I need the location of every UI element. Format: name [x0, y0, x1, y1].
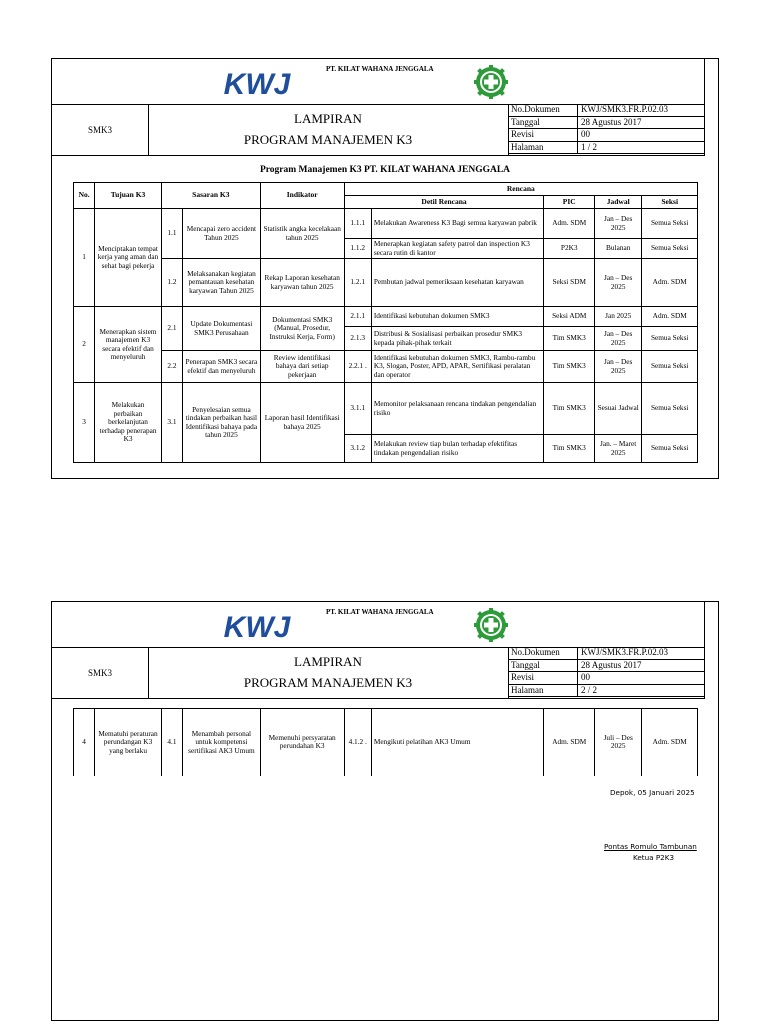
doc-info-label: Halaman: [508, 141, 578, 154]
goal-text: Menciptakan tempat kerja yang aman dan sehat bagi pekerja: [95, 209, 162, 307]
plan-section: Adm. SDM: [642, 307, 698, 327]
signature-place-date: Depok, 05 Januari 2025: [610, 788, 695, 797]
indicator-text: Statistik angka kecelakaan tahun 2025: [260, 209, 344, 259]
doc-info-row: [508, 684, 704, 697]
table-row: [74, 307, 698, 327]
doc-info-value: 28 Agustus 2017: [578, 116, 705, 129]
plan-section: Adm. SDM: [642, 709, 698, 776]
plan-detail: Menerapkan kegiatan safety patrol dan inspection K3 secara rutin di kantor: [371, 239, 544, 259]
doc-info-label: No.Dokumen: [508, 104, 578, 116]
goal-no: 4: [74, 709, 95, 776]
plan-no: 4.1.2 .: [344, 709, 371, 776]
plan-pic: Tim SMK3: [544, 435, 594, 463]
target-text: Penerapan SMK3 secara efektif dan menyeluruh: [183, 351, 261, 383]
target-no: 2.1: [161, 307, 182, 351]
title-line-2: PROGRAM MANAJEMEN K3: [243, 675, 413, 690]
plan-detail: Memonitor pelaksanaan rencana tindakan pengendalian risiko: [371, 383, 544, 435]
col-no: No.: [74, 183, 95, 209]
indicator-text: Memenuhi persyaratan perundahan K3: [260, 709, 344, 776]
indicator-text: Review identifikasi bahaya dari setiap pekerjaan: [260, 351, 344, 383]
col-rencana: Rencana: [344, 183, 697, 196]
plan-no: 2.1.1: [344, 307, 371, 327]
plan-no: 1.1.2: [344, 239, 371, 259]
plan-pic: Adm. SDM: [544, 709, 594, 776]
target-text: Melaksanakan kegiatan pemantauan kesehatan karyawan Tahun 2025: [183, 259, 261, 307]
plan-schedule: Jan – Des 2025: [594, 327, 641, 351]
letterhead: [52, 59, 705, 105]
system-label: SMK3: [52, 104, 149, 155]
doc-info-label: Tanggal: [508, 116, 578, 129]
plan-section: Semua Seksi: [642, 351, 698, 383]
plan-pic: Tim SMK3: [544, 327, 594, 351]
goal-text: Melakukan perbaikan berkelanjutan terhadap penerapan K3: [95, 383, 162, 463]
indicator-text: Laporan hasil Identifikasi bahaya 2025: [260, 383, 344, 463]
table-row: [74, 351, 698, 383]
table-row: [74, 259, 698, 307]
plan-schedule: Bulanan: [594, 239, 641, 259]
program-table-continued: [73, 708, 698, 776]
plan-no: 3.1.1: [344, 383, 371, 435]
doc-info-row: [508, 647, 704, 659]
plan-detail: Melakukan Awareness K3 Bagi semua karyawan pabrik: [371, 209, 544, 239]
plan-detail: Distribusi & Sosialisasi perbaikan prosedur SMK3 kepada pihak-pihak terkait: [371, 327, 544, 351]
plan-detail: Mengikuti pelatihan AK3 Umum: [371, 709, 544, 776]
doc-info-row: [508, 104, 704, 116]
plan-detail: Pembutan jadwal pemeriksaan kesehatan karyawan: [371, 259, 544, 307]
plan-section: Adm. SDM: [642, 259, 698, 307]
doc-info-value: 00: [578, 672, 705, 685]
logo-text: KWJ: [223, 611, 291, 644]
page-number: 1 / 2: [578, 141, 705, 154]
target-text: Menambah personal untuk kompetensi sertifikasi AK3 Umum: [183, 709, 261, 776]
col-indikator: Indikator: [260, 183, 344, 209]
document-page-1: [51, 58, 719, 479]
doc-info-label: Tanggal: [508, 659, 578, 672]
plan-schedule: Sesuai Jadwal: [594, 383, 641, 435]
plan-pic: Adm. SDM: [544, 209, 594, 239]
program-table: [73, 182, 698, 463]
plan-detail: Melakukan review tiap bulan terhadap efektifitas tindakan pengendalian risiko: [371, 435, 544, 463]
target-text: Update Dokumentasi SMK3 Perusahaan: [183, 307, 261, 351]
doc-info-row: [508, 116, 704, 129]
col-tujuan: Tujuan K3: [95, 183, 162, 209]
col-sasaran: Sasaran K3: [161, 183, 260, 209]
doc-info-value: KWJ/SMK3.FR.P.02.03: [578, 647, 705, 659]
plan-pic: P2K3: [544, 239, 594, 259]
goal-text: Mematuhi peraturan perundangan K3 yang berlaku: [95, 709, 162, 776]
doc-info-row: [508, 141, 704, 154]
company-logo: [223, 66, 291, 101]
indicator-text: Dokumentasi SMK3 (Manual, Prosedur, Instruksi Kerja, Form): [260, 307, 344, 351]
plan-schedule: Juli – Des 2025: [594, 709, 641, 776]
document-header: [52, 104, 705, 156]
goal-no: 1: [74, 209, 95, 307]
letterhead: [52, 602, 705, 648]
plan-no: 2.1.3: [344, 327, 371, 351]
doc-info-row: [508, 129, 704, 142]
target-no: 2.2: [161, 351, 182, 383]
signatory-role: Ketua P2K3: [633, 853, 675, 862]
k3-emblem-icon: [474, 65, 508, 99]
plan-section: Semua Seksi: [642, 383, 698, 435]
col-detil: Detil Rencana: [344, 196, 544, 209]
indicator-text: Rekap Laporan kesehatan karyawan tahun 2025: [260, 259, 344, 307]
doc-info-row: [508, 659, 704, 672]
plan-no: 3.1.2: [344, 435, 371, 463]
logo-text: KWJ: [223, 68, 291, 101]
doc-info-row: [508, 672, 704, 685]
doc-info-value: 00: [578, 129, 705, 142]
title-line-1: LAMPIRAN: [294, 111, 362, 126]
doc-info-label: Halaman: [508, 684, 578, 697]
plan-schedule: Jan – Des 2025: [594, 259, 641, 307]
table-row: [74, 383, 698, 435]
document-page-2: [51, 601, 719, 1021]
table-header-row: [74, 183, 698, 196]
plan-section: Semua Seksi: [642, 435, 698, 463]
k3-emblem-icon: [474, 608, 508, 642]
plan-pic: Seksi SDM: [544, 259, 594, 307]
plan-pic: Tim SMK3: [544, 351, 594, 383]
title-box: [148, 647, 509, 698]
plan-schedule: Jan – Des 2025: [594, 351, 641, 383]
title-box: [148, 104, 509, 155]
target-text: Penyelesaian semua tindakan perbaikan hasil Identifikasi bahaya pada tahun 2025: [183, 383, 261, 463]
page-number: 2 / 2: [578, 684, 705, 697]
plan-no: 2.2.1 .: [344, 351, 371, 383]
company-name: PT. KILAT WAHANA JENGGALA: [326, 65, 434, 73]
document-info: [508, 647, 704, 697]
system-label: SMK3: [52, 647, 149, 698]
target-no: 3.1: [161, 383, 182, 463]
document-info: [508, 104, 704, 154]
company-name: PT. KILAT WAHANA JENGGALA: [326, 608, 434, 616]
table-row: [74, 709, 698, 776]
doc-info-label: Revisi: [508, 129, 578, 142]
target-no: 1.2: [161, 259, 182, 307]
target-text: Mencapai zero accident Tahun 2025: [183, 209, 261, 259]
title-line-2: PROGRAM MANAJEMEN K3: [243, 132, 413, 147]
plan-section: Semua Seksi: [642, 327, 698, 351]
plan-detail: Identifikasi kebutuhan dokumen SMK3, Rambu-rambu K3, Slogan, Poster, APD, APAR, Sertifikasi peralatan dan operator: [371, 351, 544, 383]
plan-pic: Seksi ADM: [544, 307, 594, 327]
plan-section: Semua Seksi: [642, 209, 698, 239]
col-seksi: Seksi: [642, 196, 698, 209]
title-line-1: LAMPIRAN: [294, 654, 362, 669]
plan-schedule: Jan 2025: [594, 307, 641, 327]
plan-no: 1.1.1: [344, 209, 371, 239]
plan-pic: Tim SMK3: [544, 383, 594, 435]
goal-no: 3: [74, 383, 95, 463]
doc-info-value: 28 Agustus 2017: [578, 659, 705, 672]
col-pic: PIC: [544, 196, 594, 209]
doc-info-value: KWJ/SMK3.FR.P.02.03: [578, 104, 705, 116]
doc-info-label: Revisi: [508, 672, 578, 685]
plan-no: 1.2.1: [344, 259, 371, 307]
document-header: [52, 647, 705, 699]
plan-schedule: Jan – Des 2025: [594, 209, 641, 239]
col-jadwal: Jadwal: [594, 196, 641, 209]
sheet-title: Program Manajemen K3 PT. KILAT WAHANA JENGGALA: [259, 165, 511, 175]
target-no: 1.1: [161, 209, 182, 259]
goal-no: 2: [74, 307, 95, 383]
table-row: [74, 209, 698, 239]
target-no: 4.1: [161, 709, 182, 776]
plan-schedule: Jan. – Maret 2025: [594, 435, 641, 463]
plan-detail: Identifikasi kebutuhan dokumen SMK3: [371, 307, 544, 327]
plan-section: Semua Seksi: [642, 239, 698, 259]
signatory-name: Pontas Romulo Tambunan: [604, 842, 697, 851]
doc-info-label: No.Dokumen: [508, 647, 578, 659]
company-logo: [223, 609, 291, 644]
goal-text: Menerapkan sistem manajemen K3 secara efektif dan menyeluruh: [95, 307, 162, 383]
